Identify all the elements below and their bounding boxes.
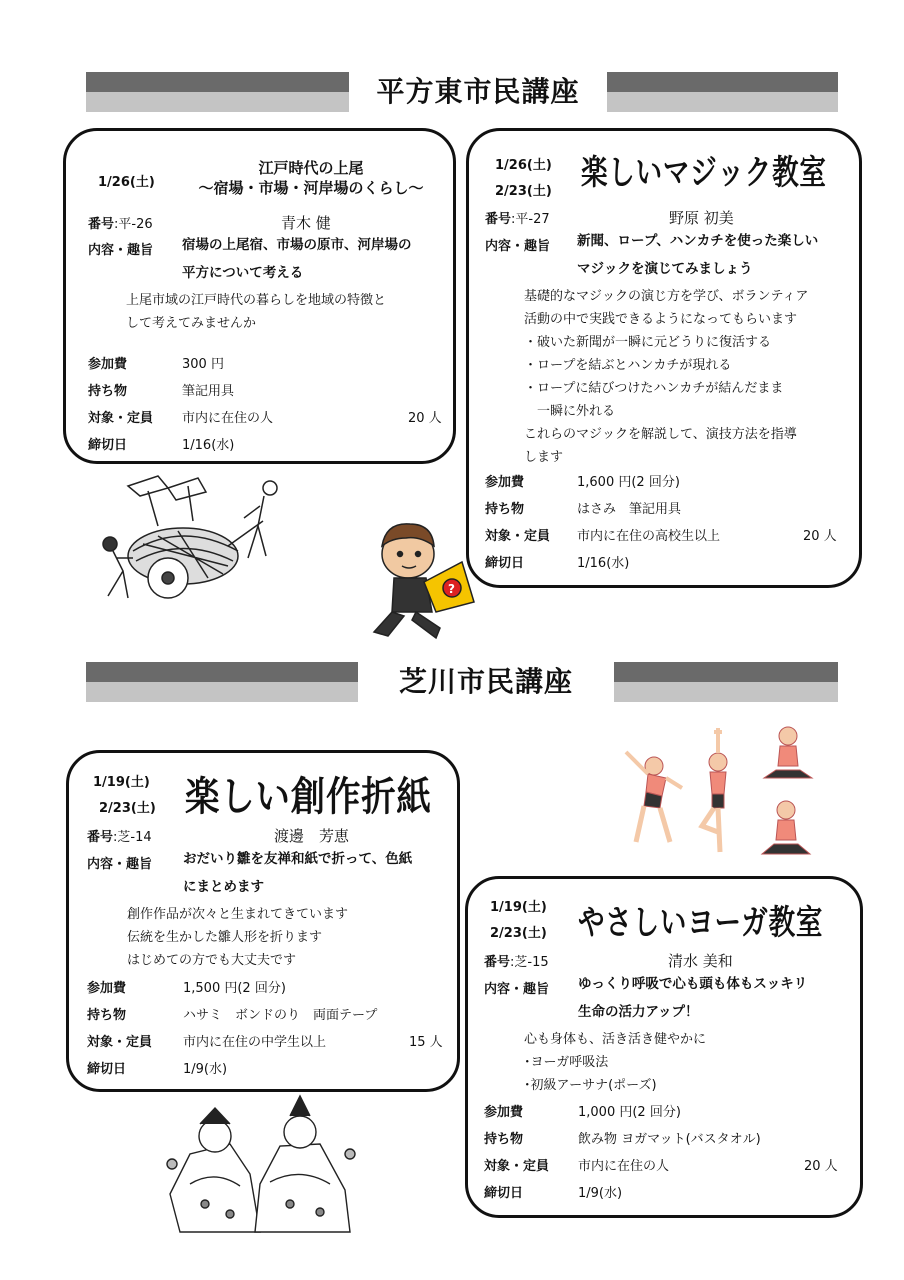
section-title: 芝川市民講座 (358, 656, 614, 708)
deadline-label: 締切日 (485, 556, 525, 571)
deadline-label: 締切日 (88, 438, 128, 453)
course-date: 1/26(土) (495, 158, 552, 173)
description-line: 上尾市域の江戸時代の暮らしを地域の特徴と (126, 293, 387, 308)
course-card-magic (466, 128, 862, 588)
description-line: ・ロープに結びつけたハンカチが結んだまま (524, 381, 784, 396)
course-purpose (183, 845, 412, 901)
target-label: 対象・定員 (484, 1159, 550, 1174)
description-line: して考えてみませんか (126, 316, 257, 331)
fee-label: 参加費 (88, 357, 128, 372)
lecturer-name: 清水 美和 (668, 952, 733, 970)
deadline-value: 1/16(水) (182, 438, 235, 453)
bring-value: 飲み物 ヨガマット(バスタオル) (578, 1132, 761, 1147)
bring-label: 持ち物 (484, 1132, 524, 1147)
hina-dolls-illustration (160, 1094, 360, 1242)
capacity-value: 15 人 (409, 1035, 443, 1050)
bring-value: はさみ 筆記用具 (577, 502, 682, 517)
section-title: 平方東市民講座 (349, 66, 607, 118)
deadline-label: 締切日 (484, 1186, 524, 1201)
deadline-value: 1/16(水) (577, 556, 630, 571)
capacity-value: 20 人 (408, 411, 442, 426)
course-description (127, 903, 348, 972)
course-date: 2/23(土) (99, 801, 156, 816)
description-line: 心も身体も、活き活き健やかに (524, 1032, 707, 1047)
bring-value: 筆記用具 (182, 384, 235, 399)
edo-cart-illustration (88, 466, 288, 606)
target-value: 市内に在住の人 (578, 1159, 670, 1174)
purpose-line: 新聞、ロープ、ハンカチを使った楽しい (577, 233, 819, 249)
course-number-row (88, 213, 153, 232)
course-description (126, 289, 386, 335)
section-header-shibakawa (86, 662, 838, 702)
course-title: やさしいヨーガ教室 (578, 903, 824, 943)
description-line: します (524, 450, 564, 465)
description-line: ･ヨーガ呼吸法 (524, 1055, 609, 1070)
course-number: :平-26 (114, 217, 153, 232)
number-label: 番号 (484, 955, 511, 970)
fee-value: 1,000 円(2 回分) (578, 1105, 681, 1120)
section-header-hirakata (86, 72, 838, 112)
course-number: :芝-14 (113, 830, 152, 845)
svg-text:?: ? (448, 582, 455, 596)
fee-value: 300 円 (182, 357, 224, 372)
description-line: 活動の中で実践できるようになってもらいます (524, 312, 798, 327)
fee-value: 1,500 円(2 回分) (183, 981, 286, 996)
target-label: 対象・定員 (485, 529, 551, 544)
target-label: 対象・定員 (88, 411, 154, 426)
course-date: 2/23(土) (495, 184, 552, 199)
purpose-line: マジックを演じてみましょう (577, 261, 753, 277)
lecturer-name: 野原 初美 (669, 209, 734, 227)
number-label: 番号 (87, 830, 114, 845)
deadline-label: 締切日 (87, 1062, 127, 1077)
purpose-line: おだいり雛を友禅和紙で折って、色紙 (183, 851, 413, 867)
description-line: 一瞬に外れる (524, 404, 616, 419)
fee-label: 参加費 (484, 1105, 524, 1120)
bring-label: 持ち物 (485, 502, 525, 517)
course-date: 1/26(土) (98, 175, 155, 190)
course-description (524, 1028, 706, 1097)
capacity-value: 20 人 (803, 529, 837, 544)
fee-label: 参加費 (87, 981, 127, 996)
deadline-value: 1/9(水) (183, 1062, 228, 1077)
bring-value: ハサミ ボンドのり 両面テープ (183, 1008, 378, 1023)
description-line: 創作作品が次々と生まれてきています (127, 907, 349, 922)
content-label: 内容・趣旨 (485, 239, 551, 254)
course-number-row (87, 826, 152, 845)
purpose-line: 宿場の上尾宿、市場の原市、河岸場の (182, 237, 412, 253)
course-title: 楽しい創作折紙 (185, 774, 432, 820)
course-card-edo (63, 128, 456, 464)
target-value: 市内に在住の中学生以上 (183, 1035, 327, 1050)
lecturer-name: 青木 健 (281, 214, 331, 232)
description-line: 基礎的なマジックの演じ方を学び、ボランティア (524, 289, 809, 304)
course-description (524, 285, 808, 469)
description-line: 伝統を生かした雛人形を折ります (127, 930, 323, 945)
content-label: 内容・趣旨 (87, 857, 153, 872)
course-purpose (578, 970, 807, 1026)
deadline-value: 1/9(水) (578, 1186, 623, 1201)
description-line: ・破いた新聞が一瞬に元どうりに復活する (524, 335, 772, 350)
yoga-poses-illustration (622, 722, 822, 866)
lecturer-name: 渡邊 芳恵 (274, 827, 350, 845)
course-title (176, 158, 446, 198)
bring-label: 持ち物 (88, 384, 128, 399)
course-number-row (485, 208, 550, 227)
number-label: 番号 (88, 217, 115, 232)
course-title-line: 江戸時代の上尾 (258, 159, 364, 177)
fee-label: 参加費 (485, 475, 525, 490)
course-purpose (182, 231, 412, 287)
purpose-line: にまとめます (183, 879, 264, 895)
number-label: 番号 (485, 212, 512, 227)
course-title-line: ～宿場・市場・河岸場のくらし～ (198, 179, 424, 197)
purpose-line: ゆっくり呼吸で心も頭も体もスッキリ (578, 976, 808, 992)
description-line: これらのマジックを解説して、演技方法を指導 (524, 427, 797, 442)
course-purpose (577, 227, 818, 283)
description-line: ･初級アーサナ(ポーズ) (524, 1078, 657, 1093)
target-value: 市内に在住の人 (182, 411, 274, 426)
fee-value: 1,600 円(2 回分) (577, 475, 680, 490)
course-number: :平-27 (511, 212, 550, 227)
bring-label: 持ち物 (87, 1008, 127, 1023)
content-label: 内容・趣旨 (484, 982, 550, 997)
course-date: 1/19(土) (93, 775, 150, 790)
description-line: はじめての方でも大丈夫です (127, 953, 297, 968)
course-date: 2/23(土) (490, 926, 547, 941)
course-number: :芝-15 (510, 955, 549, 970)
purpose-line: 生命の活力アップ！ (578, 1004, 699, 1020)
course-number-row (484, 951, 549, 970)
purpose-line: 平方について考える (182, 265, 304, 281)
course-card-yoga (465, 876, 863, 1218)
target-value: 市内に在住の高校生以上 (577, 529, 721, 544)
content-label: 内容・趣旨 (88, 243, 154, 258)
course-title: 楽しいマジック教室 (581, 153, 827, 193)
course-card-origami (66, 750, 460, 1092)
target-label: 対象・定員 (87, 1035, 153, 1050)
capacity-value: 20 人 (804, 1159, 838, 1174)
description-line: ・ロープを結ぶとハンカチが現れる (524, 358, 732, 373)
magician-illustration (366, 516, 478, 644)
course-date: 1/19(土) (490, 900, 547, 915)
